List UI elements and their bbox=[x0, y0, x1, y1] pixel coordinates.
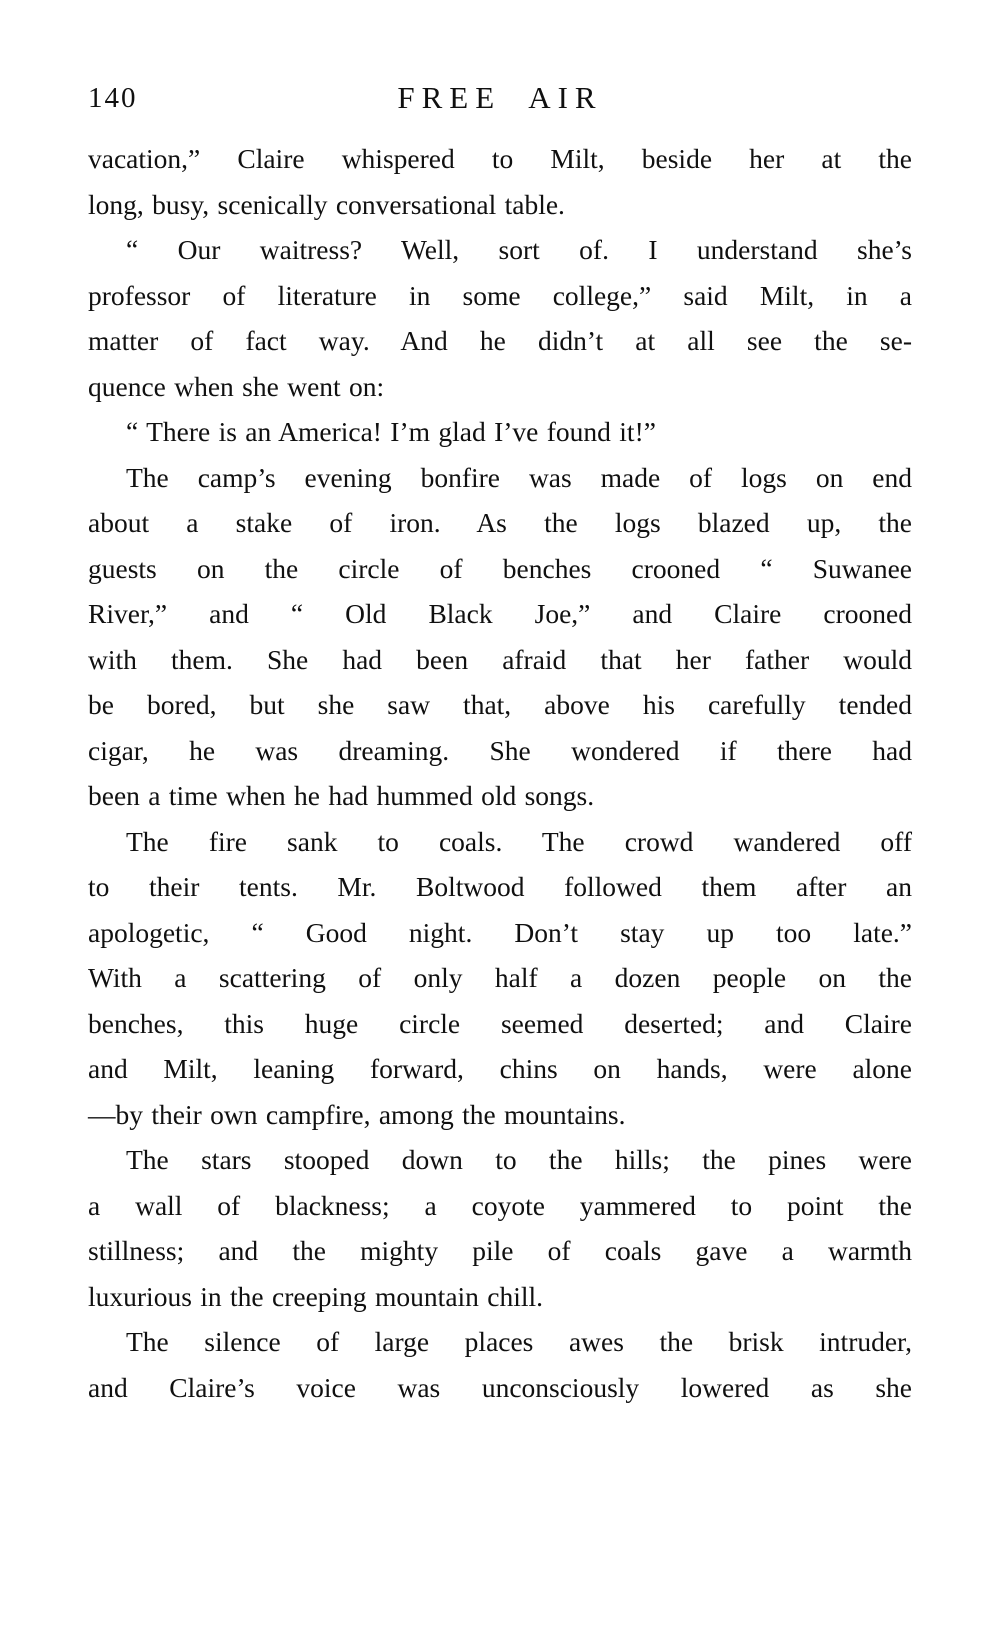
text-line: stillness; and the mighty pile of coals gave a warmth bbox=[88, 1235, 912, 1266]
text-line: River,” and “ Old Black Joe,” and Claire crooned bbox=[88, 598, 912, 629]
page-title: FREE AIR bbox=[397, 80, 603, 115]
text-line: benches, this huge circle seemed deserted; and Claire bbox=[88, 1007, 912, 1039]
running-header bbox=[88, 80, 912, 120]
text-line: “ There is an America! I’m glad I’ve found it!” bbox=[126, 416, 656, 447]
text-line: and Claire’s voice was unconsciously lowered as she bbox=[88, 1371, 912, 1403]
text-line: been a time when he had hummed old songs. bbox=[88, 780, 595, 811]
text-line: vacation,” Claire whispered to Milt, beside her at the bbox=[88, 143, 912, 174]
text-line: guests on the circle of benches crooned “ Suwanee bbox=[88, 552, 912, 584]
text-line: matter of fact way. And he didn’t at all see the se- bbox=[88, 325, 912, 356]
text-line: The camp’s evening bonfire was made of logs on end bbox=[126, 461, 912, 493]
text-line: a wall of blackness; a coyote yammered to point the bbox=[88, 1189, 912, 1221]
text-line: quence when she went on: bbox=[88, 370, 385, 402]
text-line: “ Our waitress? Well, sort of. I understand she’s bbox=[126, 234, 912, 265]
text-line: professor of literature in some college,” said Milt, in a bbox=[88, 279, 912, 311]
text-line: cigar, he was dreaming. She wondered if there had bbox=[88, 734, 912, 766]
text-line: about a stake of iron. As the logs blazed up, the bbox=[88, 507, 912, 538]
text-line: luxurious in the creeping mountain chill. bbox=[88, 1280, 544, 1312]
text-line: and Milt, leaning forward, chins on hands, were alone bbox=[88, 1053, 912, 1084]
text-line: —by their own campfire, among the mountains. bbox=[88, 1098, 626, 1130]
text-line: apologetic, “ Good night. Don’t stay up too late.” bbox=[88, 916, 912, 948]
text-line: to their tents. Mr. Boltwood followed them after an bbox=[88, 871, 912, 902]
text-line: be bored, but she saw that, above his carefully tended bbox=[88, 689, 912, 720]
page-text bbox=[88, 136, 912, 1410]
text-line: with them. She had been afraid that her father would bbox=[88, 643, 912, 675]
text-line: long, busy, scenically conversational table. bbox=[88, 188, 565, 220]
page-number: 140 bbox=[88, 82, 138, 114]
text-line: With a scattering of only half a dozen people on the bbox=[88, 962, 912, 993]
text-line: The stars stooped down to the hills; the pines were bbox=[126, 1144, 912, 1175]
text-line: The fire sank to coals. The crowd wandered off bbox=[126, 825, 912, 857]
text-line: The silence of large places awes the brisk intruder, bbox=[126, 1326, 912, 1357]
